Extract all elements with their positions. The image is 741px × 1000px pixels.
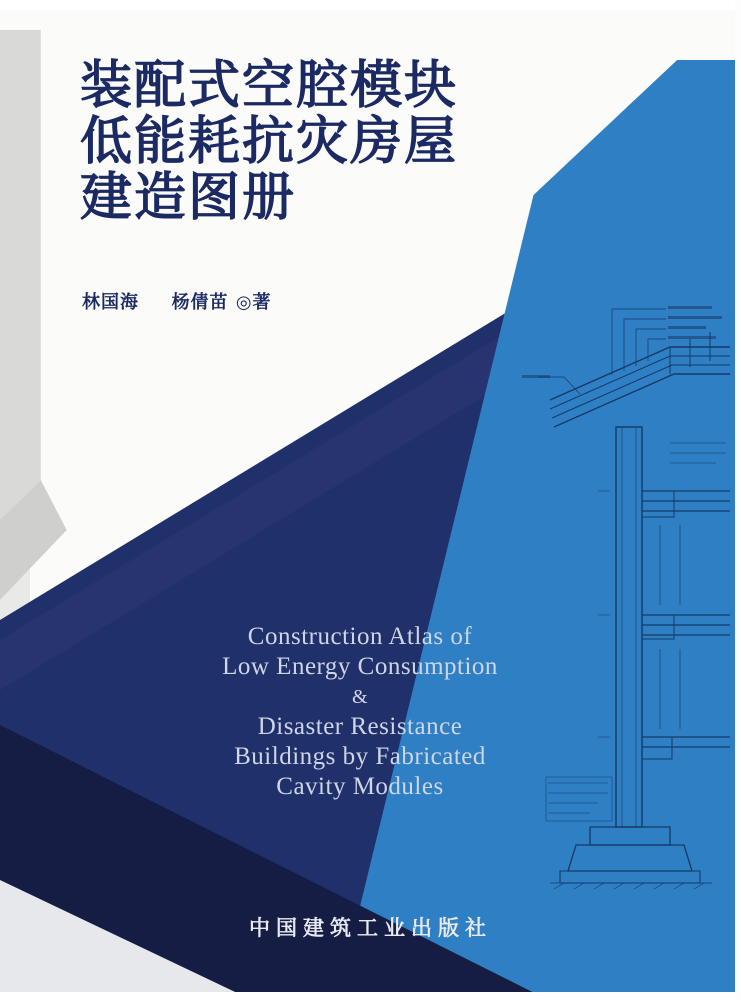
english-title-line-1: Construction Atlas of [247, 623, 473, 650]
scan-edge-bottom [0, 992, 741, 1000]
title-line-3: 建造图册 [80, 168, 297, 228]
title-line-1: 装配式空腔模块 [80, 56, 459, 116]
english-title-line-5: Buildings by Fabricated [234, 743, 486, 770]
authors [82, 288, 272, 314]
publisher-name: 中国建筑工业出版社 [249, 916, 492, 940]
english-title-line-3: & [351, 686, 369, 708]
english-title-line-6: Cavity Modules [276, 773, 444, 800]
english-title-line-4: Disaster Resistance [257, 713, 463, 740]
author-suffix: ◎著 [235, 292, 272, 313]
scan-edge-right [735, 0, 741, 1000]
author-first: 林国海 [82, 292, 139, 313]
page-title [80, 58, 550, 226]
scan-edge-top [0, 0, 741, 10]
author-second: 杨倩苗 [171, 292, 229, 313]
english-title [170, 622, 550, 802]
english-title-line-2: Low Energy Consumption [222, 653, 498, 680]
architectural-section-drawing [520, 285, 741, 905]
title-line-2: 低能耗抗灾房屋 [80, 112, 459, 172]
